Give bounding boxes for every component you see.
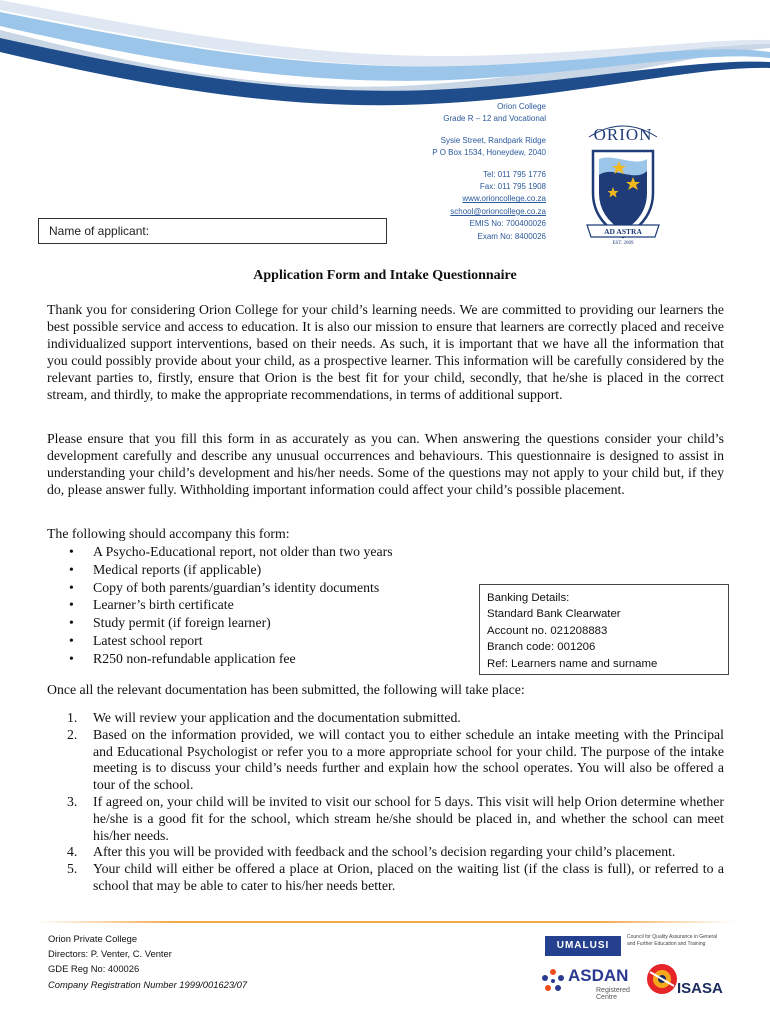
school-name: Orion College bbox=[497, 102, 546, 111]
school-tel: Tel: 011 795 1776 bbox=[482, 169, 546, 179]
umalusi-logo bbox=[545, 934, 723, 960]
process-intro: Once all the relevant documentation has been submitted, the following will take place: bbox=[47, 682, 525, 697]
list-item bbox=[47, 844, 724, 861]
required-documents-list bbox=[47, 543, 393, 668]
isasa-wordmark: ISASA bbox=[677, 980, 723, 997]
step-number: 3. bbox=[67, 793, 78, 809]
asdan-logo bbox=[540, 963, 640, 1003]
school-fax: Fax: 011 795 1908 bbox=[479, 182, 546, 192]
school-grades: Grade R – 12 and Vocational bbox=[443, 114, 546, 124]
list-item bbox=[47, 727, 724, 794]
logo-established: EST. 2009 bbox=[612, 241, 634, 246]
step-number: 2. bbox=[67, 726, 78, 742]
footer-info bbox=[48, 931, 247, 992]
step-text: Your child will either be offered a place at Orion, placed on the waiting list (if the class is full), or referred to a school that may be able to cater to his/her needs better. bbox=[93, 861, 724, 893]
isasa-emblem-icon bbox=[645, 962, 679, 998]
isasa-logo bbox=[645, 962, 727, 1002]
header-swoosh bbox=[0, 0, 770, 120]
banking-account: Account no. 021208883 bbox=[487, 624, 608, 637]
list-item: • Latest school report bbox=[47, 632, 393, 650]
intro-paragraph-2: Please ensure that you fill this form in as accurately as you can. When answering the questions consider your child’s development carefully and describe any unusual occurrences and behaviours. This questionnaire is designed to assist in understanding your child’s development and his/her needs. Some of the questions may not apply to your child but, if they do, please answer fully. Withholding important information could affect your child’s possible placement. bbox=[47, 431, 724, 497]
logo-name: ORION bbox=[593, 125, 653, 144]
process-steps-list bbox=[47, 710, 724, 895]
step-text: We will review your application and the documentation submitted. bbox=[93, 710, 461, 725]
footer-gde-reg: GDE Reg No: 400026 bbox=[48, 963, 140, 975]
banking-heading: Banking Details: bbox=[487, 592, 570, 604]
applicant-name-label: Name of applicant: bbox=[49, 224, 150, 238]
step-number: 1. bbox=[67, 710, 78, 725]
banking-bank: Standard Bank Clearwater bbox=[487, 608, 621, 621]
list-item bbox=[47, 710, 724, 727]
banking-branch: Branch code: 001206 bbox=[487, 641, 596, 654]
banking-details-box bbox=[479, 584, 729, 675]
asdan-burst-icon bbox=[540, 963, 566, 997]
list-item: • Copy of both parents/guardian’s identity documents bbox=[47, 579, 393, 597]
asdan-subtitle: Registered Centre bbox=[596, 987, 630, 1001]
step-text: Based on the information provided, we will contact you to either schedule an intake meeting with the Principal and Educational Psychologist or refer you to a more appropriate school for your child. The purpose of the intake meeting is to discuss your child’s needs further and explain how the school operates. You will also be offered a tour of the school. bbox=[93, 726, 724, 793]
umalusi-wordmark: UMALUSI bbox=[545, 936, 621, 956]
list-item: • A Psycho-Educational report, not older than two years bbox=[47, 543, 393, 561]
school-contact-block bbox=[432, 101, 546, 243]
list-item bbox=[47, 794, 724, 844]
banking-reference: Ref: Learners name and surname bbox=[487, 657, 658, 670]
school-email-link[interactable]: school@orioncollege.co.za bbox=[450, 206, 546, 216]
orion-crest-logo bbox=[583, 113, 663, 247]
list-item: • R250 non-refundable application fee bbox=[47, 650, 393, 668]
step-number: 4. bbox=[67, 844, 78, 860]
school-emis: EMIS No: 700400026 bbox=[469, 219, 546, 229]
school-website-link[interactable]: www.orioncollege.co.za bbox=[462, 194, 546, 204]
accompany-heading: The following should accompany this form: bbox=[47, 526, 290, 541]
step-text: If agreed on, your child will be invited to visit our school for 5 days. This visit will help Orion determine whether he/she is a good fit for the school, which stream he/she should be placed in, and whether the school can meet his/her needs. bbox=[93, 793, 724, 843]
form-title: Application Form and Intake Questionnaire bbox=[253, 268, 517, 283]
list-item: • Learner’s birth certificate bbox=[47, 596, 393, 614]
list-item bbox=[47, 861, 724, 895]
list-item: • Study permit (if foreign learner) bbox=[47, 614, 393, 632]
applicant-name-field[interactable] bbox=[38, 218, 387, 244]
logo-motto: AD ASTRA bbox=[604, 227, 642, 236]
school-exam-no: Exam No: 8400026 bbox=[477, 231, 546, 241]
footer-company-registration: Company Registration Number 1999/001623/07 bbox=[48, 978, 248, 990]
step-text: After this you will be provided with feedback and the school’s decision regarding your child’s placement. bbox=[93, 844, 676, 860]
asdan-wordmark: ASDAN bbox=[568, 966, 629, 985]
footer-divider bbox=[36, 921, 736, 923]
school-po-box: P O Box 1534, Honeydew, 2040 bbox=[432, 148, 546, 158]
footer-company: Orion Private College bbox=[48, 933, 138, 944]
school-street: Sysie Street, Randpark Ridge bbox=[440, 135, 546, 145]
umalusi-description: Council for Quality Assurance in General and Further Education and Training bbox=[627, 934, 718, 947]
step-number: 5. bbox=[67, 861, 78, 877]
intro-paragraph-1: Thank you for considering Orion College for your child’s learning needs. We are committed to providing our learners the best possible service and access to education. It is also our mission to ensure that learners are correctly placed and receive individualized support interventions, based on their needs. As such, it is important that we have all the information that you could possibly provide about your child, as a prospective learner. This information will be carefully considered by the relevant parties to, firstly, ensure that Orion is the best fit for your child, secondly, that he/she is placed in the correct stream, and thirdly, to make the appropriate recommendations, in terms of additional support. bbox=[47, 302, 724, 402]
footer-directors: Directors: P. Venter, C. Venter bbox=[48, 948, 172, 960]
list-item: • Medical reports (if applicable) bbox=[47, 561, 393, 579]
